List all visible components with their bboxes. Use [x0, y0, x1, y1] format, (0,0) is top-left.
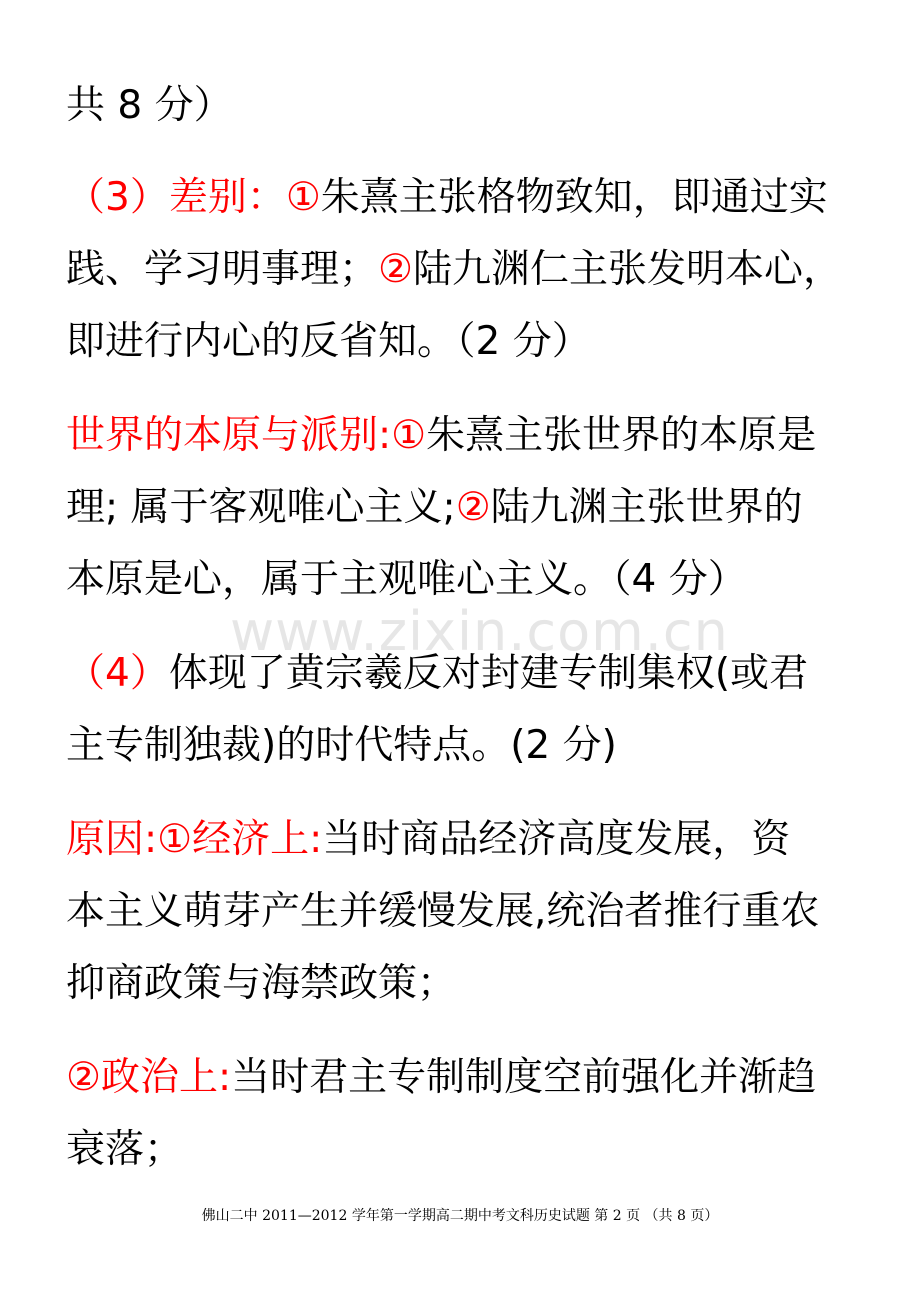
section-4-heading: （4）: [66, 651, 169, 696]
text-line-7: [66, 556, 866, 604]
line-3-text-b: 陆九渊仁主张发明本心，: [412, 247, 842, 292]
line-1-text: 共 8 分）: [66, 83, 233, 128]
text-line-8: [66, 650, 866, 698]
circled-two: ②: [378, 247, 413, 292]
line-2-text: 朱熹主张格物致知，即通过实: [320, 175, 828, 220]
page-footer: 佛山二中 2011—2012 学年第一学期高二期中考文科历史试题 第 2 页 （共 8 页）: [201, 1208, 719, 1224]
line-5-text: 朱熹主张世界的本原是: [426, 413, 817, 458]
line-9-text: 主专制独裁)的时代特点。(2 分): [66, 723, 617, 768]
circled-two: ②: [455, 485, 491, 530]
text-line-2: [66, 174, 866, 222]
text-line-12: [66, 960, 866, 1008]
circled-one: ①: [157, 817, 193, 862]
line-10-text: 当时商品经济高度发展，资: [322, 817, 791, 862]
text-line-9: [66, 722, 866, 770]
section-3-heading: （3）差别：: [66, 175, 286, 220]
line-3-text-a: 践、学习明事理；: [66, 247, 379, 292]
text-line-14: [66, 1126, 866, 1174]
line-6-text-b: 陆九渊主张世界的: [490, 485, 803, 530]
text-line-1: [66, 82, 866, 130]
text-line-5: [66, 412, 866, 460]
line-6-text-a: 理; 属于客观唯心主义;: [66, 485, 456, 530]
text-line-6: [66, 484, 866, 532]
line-8-text: 体现了黄宗羲反对封建专制集权(或君: [168, 651, 809, 696]
line-4-text: 即进行内心的反省知。（2 分）: [66, 319, 591, 364]
text-line-11: [66, 888, 866, 936]
text-line-13: [66, 1054, 866, 1102]
politics-heading: 政治上:: [100, 1055, 232, 1100]
line-11-text: 本主义萌芽产生并缓慢发展,统治者推行重农: [66, 889, 820, 934]
circled-one: ①: [391, 413, 427, 458]
circled-one: ①: [285, 175, 321, 220]
world-origin-heading: 世界的本原与派别:: [66, 413, 392, 458]
circled-two: ②: [66, 1055, 101, 1100]
watermark: www.zixin.com.cn: [230, 600, 729, 663]
line-13-text: 当时君主专制制度空前强化并渐趋: [231, 1055, 817, 1100]
economy-heading: 经济上:: [192, 817, 323, 862]
text-line-4: [66, 318, 866, 366]
text-line-10: [66, 816, 866, 864]
text-line-3: [66, 246, 866, 294]
reason-heading: 原因:: [66, 817, 158, 862]
line-7-text: 本原是心，属于主观唯心主义。（4 分）: [66, 557, 747, 602]
line-12-text: 抑商政策与海禁政策；: [66, 961, 457, 1006]
line-14-text: 衰落；: [66, 1127, 184, 1172]
